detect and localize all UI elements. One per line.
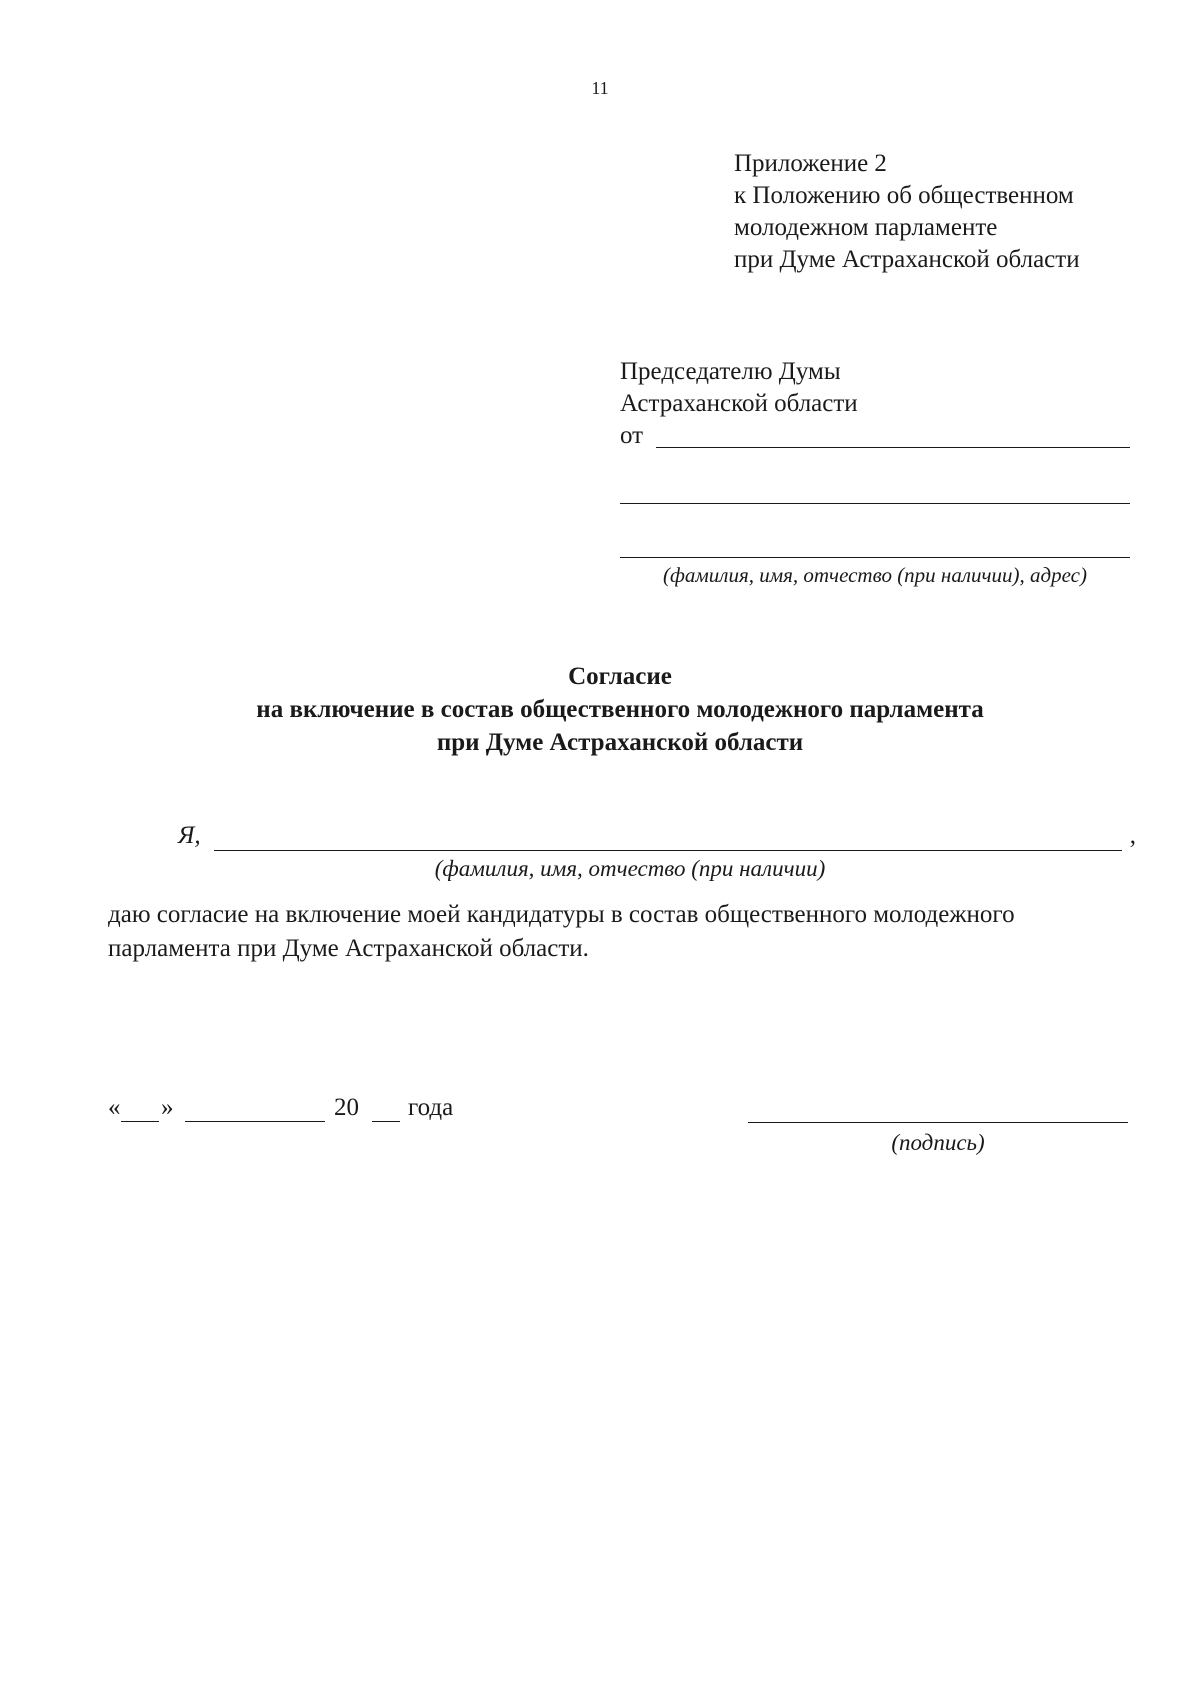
address-caption: (фамилия, имя, отчество (при наличии), адрес) <box>663 563 1087 587</box>
year-prefix: 20 <box>334 1094 359 1121</box>
annex-reference <box>734 148 1080 276</box>
addressee-line: Председателю Думы <box>620 358 841 385</box>
document-title <box>0 660 1200 759</box>
annex-line: Приложение 2 <box>734 150 887 177</box>
consent-text-line: даю согласие на включение моей кандидатуры в состав общественного молодежного <box>108 901 1015 928</box>
date-close-quote: » <box>161 1094 174 1121</box>
consent-text <box>108 898 1138 966</box>
title-line: при Думе Астраханской области <box>436 729 804 756</box>
consent-text-line: парламента при Думе Астраханской области. <box>108 935 589 962</box>
address-blank-line[interactable] <box>620 557 1130 558</box>
date-open-quote: « <box>108 1094 121 1121</box>
annex-line: при Думе Астраханской области <box>734 246 1080 273</box>
addressee-block <box>620 356 858 420</box>
name-field[interactable] <box>178 820 1138 852</box>
month-blank-line[interactable] <box>185 1121 325 1122</box>
address-blank-line[interactable] <box>620 503 1130 504</box>
from-blank-line[interactable] <box>656 447 1130 448</box>
signature-caption: (подпись) <box>891 1130 985 1155</box>
annex-line: молодежном парламенте <box>734 214 998 241</box>
name-comma: , <box>1129 822 1136 849</box>
year-blank-line[interactable] <box>372 1121 400 1122</box>
addressee-line: Астраханской области <box>620 390 858 417</box>
from-field[interactable] <box>620 420 1130 452</box>
ya-label: Я, <box>178 822 201 849</box>
name-caption: (фамилия, имя, отчество (при наличии) <box>434 856 826 881</box>
name-blank-line[interactable] <box>214 850 1122 851</box>
page-number: 11 <box>591 78 609 98</box>
title-line: на включение в состав общественного молодежного парламента <box>256 696 984 723</box>
title-line: Согласие <box>568 663 672 690</box>
annex-line: к Положению об общественном <box>734 182 1074 209</box>
from-label: от <box>620 422 644 449</box>
year-suffix: года <box>408 1094 454 1121</box>
signature-blank-line[interactable] <box>748 1122 1128 1123</box>
day-blank-line[interactable] <box>121 1121 159 1122</box>
